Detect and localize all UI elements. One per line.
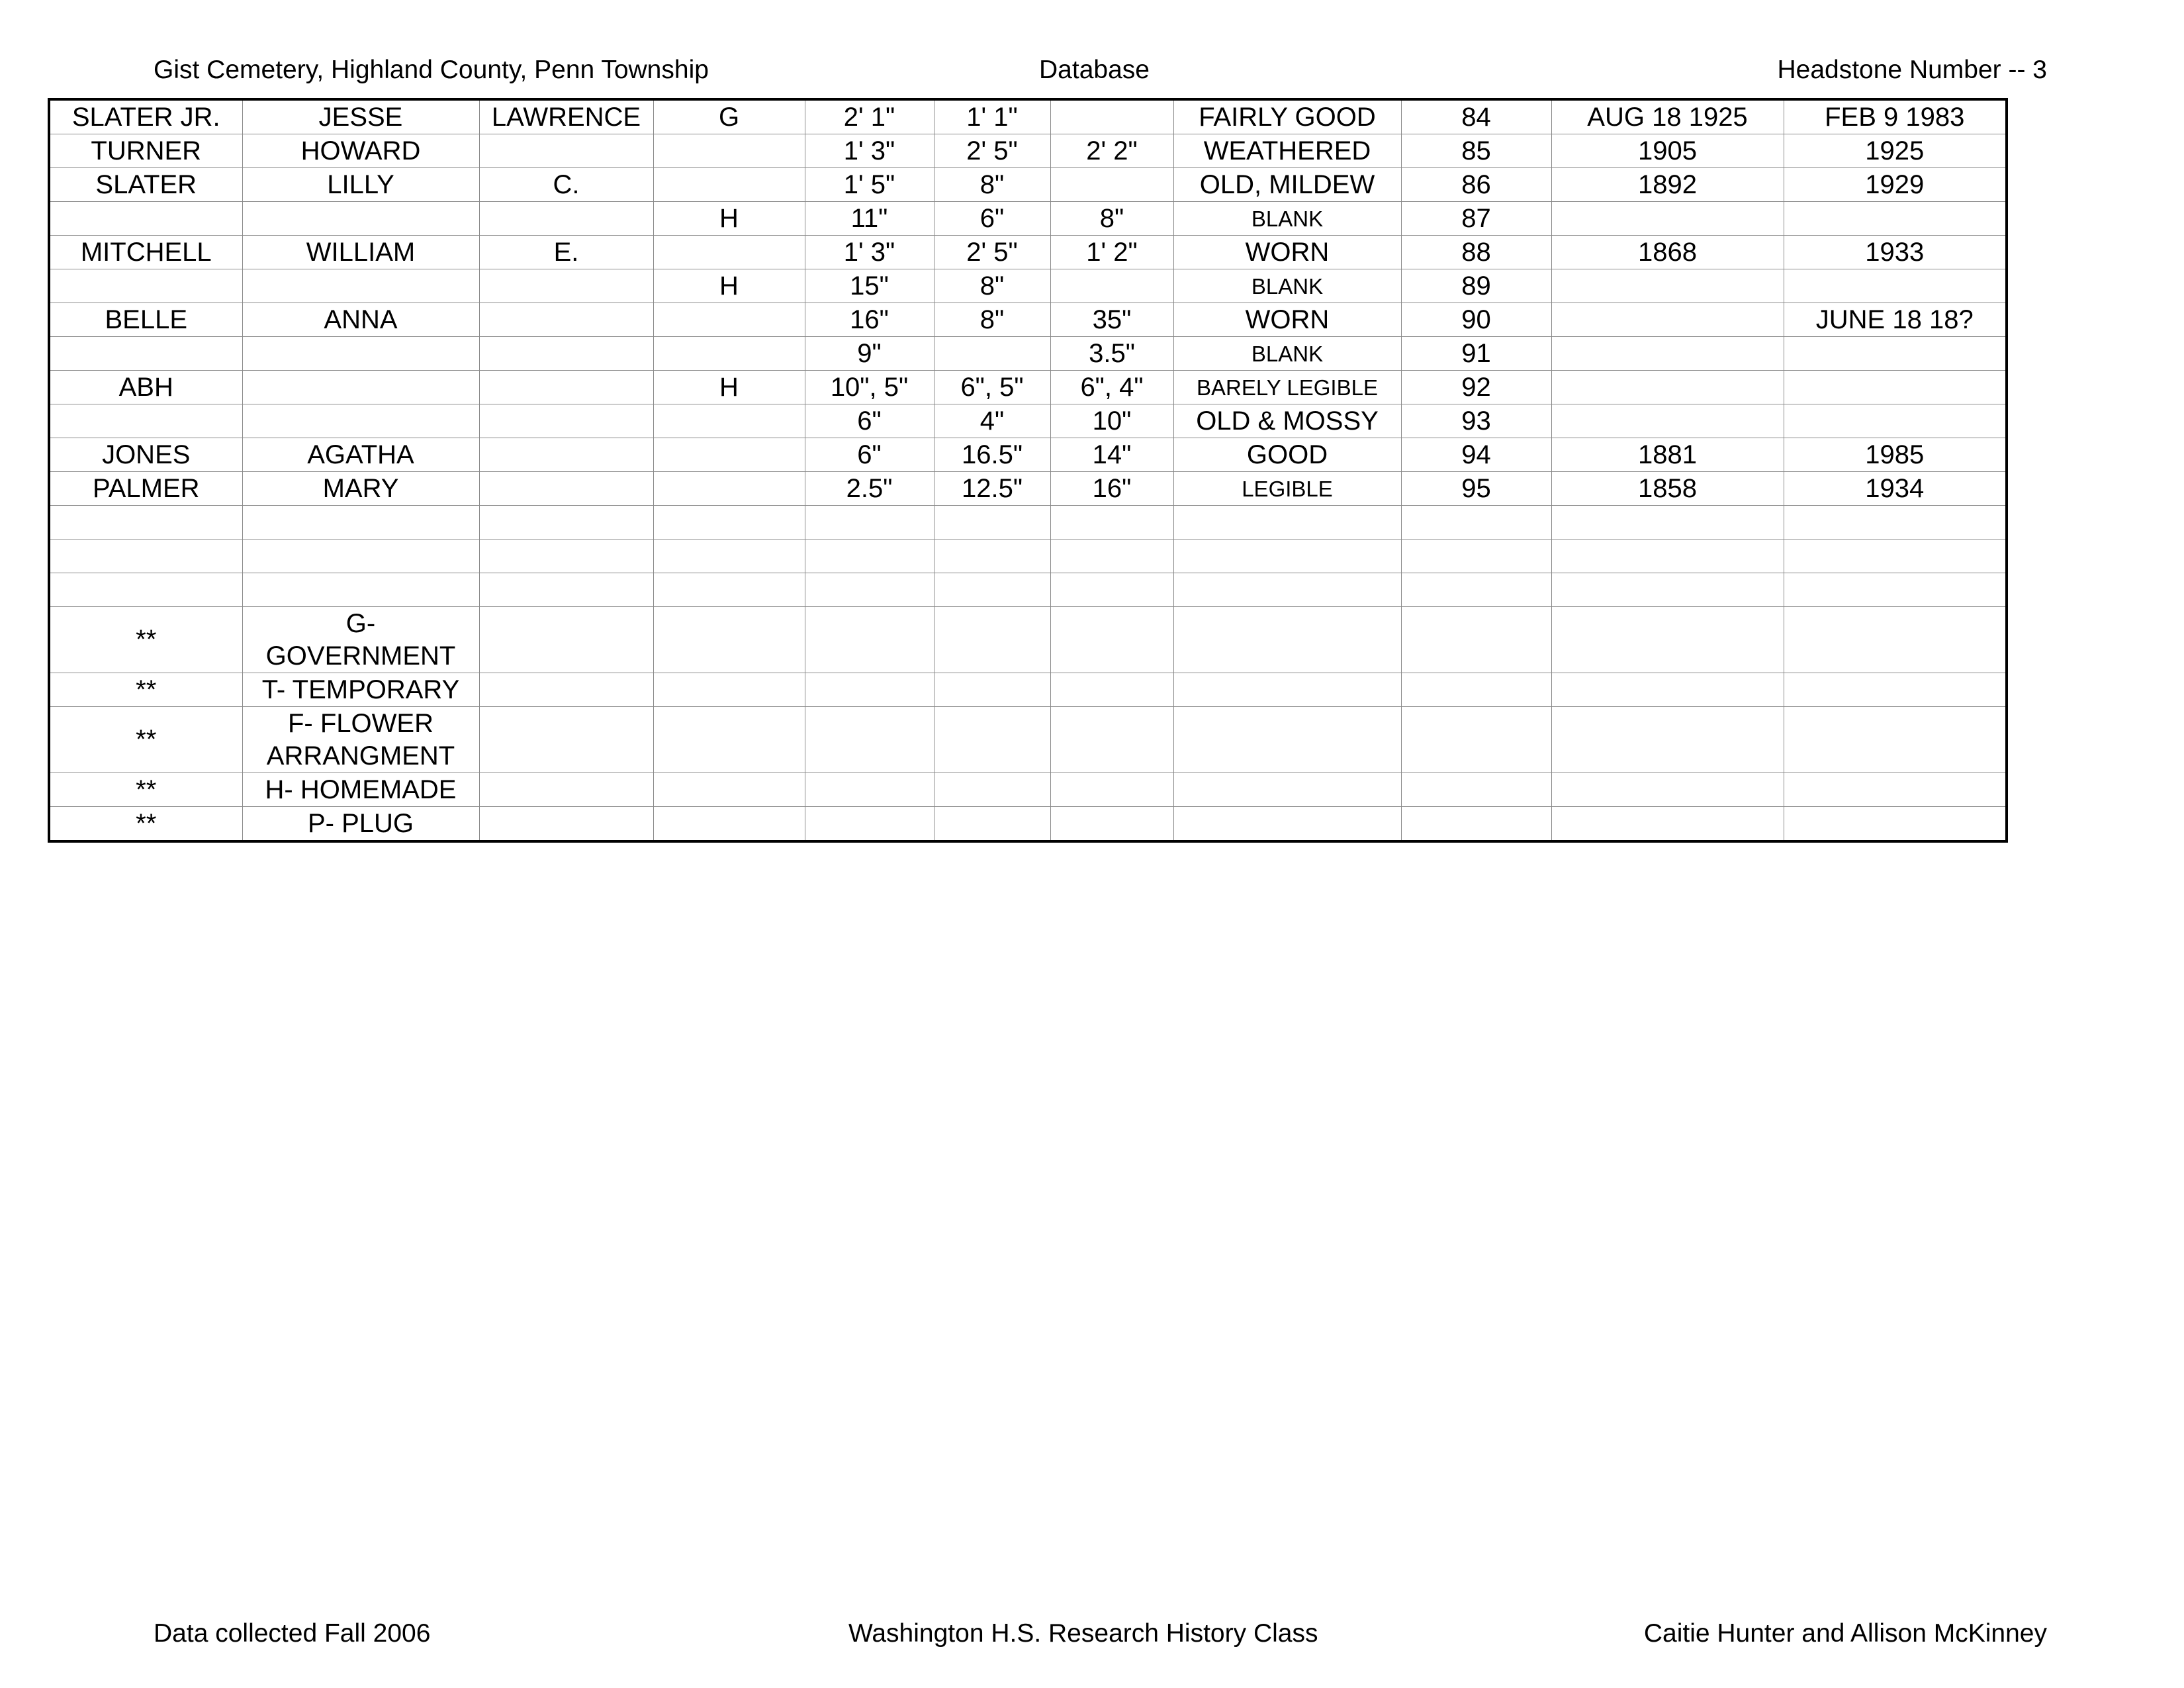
cell-first-name [242, 337, 479, 371]
cell-stone-type [653, 134, 805, 168]
cell-first-name: AGATHA [242, 438, 479, 472]
cell-depth: 2' 2" [1050, 134, 1173, 168]
footer-authors: Caitie Hunter and Allison McKinney [1643, 1619, 2047, 1648]
cell-death-date [1784, 673, 2007, 707]
cell-death-date [1784, 371, 2007, 404]
table-row [49, 607, 2007, 673]
cell-first-name: F- FLOWER ARRANGMENT [242, 707, 479, 773]
cell-stone-number: 91 [1401, 337, 1551, 371]
cell-condition: BLANK [1173, 337, 1401, 371]
cell-death-date [1784, 202, 2007, 236]
cell-stone-type: H [653, 371, 805, 404]
cell-stone-number: 94 [1401, 438, 1551, 472]
cell-first-name [242, 573, 479, 607]
cell-depth: 35" [1050, 303, 1173, 337]
cell-stone-type [653, 438, 805, 472]
cell-width [934, 506, 1050, 539]
cell-depth: 6", 4" [1050, 371, 1173, 404]
cell-first-name: T- TEMPORARY [242, 673, 479, 707]
cell-first-name: WILLIAM [242, 236, 479, 269]
cell-height: 15" [805, 269, 934, 303]
table-row [49, 506, 2007, 539]
cell-width [934, 573, 1050, 607]
cell-middle-name [479, 607, 653, 673]
cell-birth-date [1551, 673, 1784, 707]
cell-birth-date [1551, 573, 1784, 607]
cell-stone-type: H [653, 269, 805, 303]
cell-depth: 10" [1050, 404, 1173, 438]
cell-depth: 1' 2" [1050, 236, 1173, 269]
cell-width: 4" [934, 404, 1050, 438]
cell-last-name: MITCHELL [49, 236, 242, 269]
cell-last-name [49, 506, 242, 539]
cell-stone-type [653, 707, 805, 773]
cell-birth-date [1551, 707, 1784, 773]
cell-condition: WEATHERED [1173, 134, 1401, 168]
cell-birth-date [1551, 202, 1784, 236]
header-title: Database [1039, 56, 1150, 84]
cell-middle-name [479, 438, 653, 472]
cell-condition [1173, 506, 1401, 539]
cell-first-name: ANNA [242, 303, 479, 337]
cell-middle-name [479, 371, 653, 404]
cell-last-name [49, 573, 242, 607]
cell-height: 10", 5" [805, 371, 934, 404]
cell-first-name [242, 404, 479, 438]
cell-stone-type [653, 773, 805, 807]
cell-stone-number: 93 [1401, 404, 1551, 438]
cell-height: 1' 3" [805, 236, 934, 269]
cell-stone-number [1401, 607, 1551, 673]
cell-last-name: ** [49, 807, 242, 842]
cell-width [934, 807, 1050, 842]
cell-condition: OLD & MOSSY [1173, 404, 1401, 438]
header-location: Gist Cemetery, Highland County, Penn Township [154, 56, 709, 84]
cell-stone-number: 88 [1401, 236, 1551, 269]
cell-width: 2' 5" [934, 134, 1050, 168]
cell-depth [1050, 673, 1173, 707]
cell-stone-number: 92 [1401, 371, 1551, 404]
cell-height: 1' 5" [805, 168, 934, 202]
cell-stone-type [653, 607, 805, 673]
cell-stone-number: 89 [1401, 269, 1551, 303]
cell-birth-date [1551, 371, 1784, 404]
cell-height [805, 773, 934, 807]
cell-stone-number: 85 [1401, 134, 1551, 168]
headstone-table-body [49, 99, 2007, 841]
cell-last-name: JONES [49, 438, 242, 472]
cell-middle-name [479, 472, 653, 506]
cell-stone-type [653, 539, 805, 573]
cell-death-date: 1985 [1784, 438, 2007, 472]
cell-middle-name [479, 506, 653, 539]
cell-last-name: TURNER [49, 134, 242, 168]
cell-stone-type [653, 506, 805, 539]
cell-middle-name [479, 773, 653, 807]
table-row [49, 371, 2007, 404]
cell-last-name [49, 337, 242, 371]
cell-middle-name [479, 202, 653, 236]
footer-date-collected: Data collected Fall 2006 [154, 1619, 431, 1648]
table-row [49, 404, 2007, 438]
cell-stone-number: 86 [1401, 168, 1551, 202]
cell-last-name [49, 539, 242, 573]
cell-depth: 14" [1050, 438, 1173, 472]
table-row [49, 202, 2007, 236]
cell-birth-date: 1905 [1551, 134, 1784, 168]
cell-width: 1' 1" [934, 99, 1050, 134]
cell-first-name [242, 269, 479, 303]
cell-stone-type [653, 168, 805, 202]
cell-width [934, 539, 1050, 573]
cell-width: 8" [934, 269, 1050, 303]
cell-middle-name [479, 707, 653, 773]
cell-depth: 16" [1050, 472, 1173, 506]
cell-stone-type [653, 472, 805, 506]
cell-condition: WORN [1173, 236, 1401, 269]
cell-width [934, 707, 1050, 773]
cell-birth-date: 1892 [1551, 168, 1784, 202]
table-row [49, 337, 2007, 371]
cell-birth-date [1551, 506, 1784, 539]
cell-birth-date [1551, 337, 1784, 371]
cell-depth [1050, 773, 1173, 807]
headstone-table [48, 98, 2008, 843]
cell-depth [1050, 573, 1173, 607]
cell-depth [1050, 807, 1173, 842]
cell-first-name: HOWARD [242, 134, 479, 168]
cell-last-name: SLATER [49, 168, 242, 202]
cell-height [805, 506, 934, 539]
cell-stone-number [1401, 773, 1551, 807]
cell-height: 11" [805, 202, 934, 236]
cell-middle-name [479, 269, 653, 303]
cell-middle-name [479, 573, 653, 607]
table-row [49, 134, 2007, 168]
cell-height [805, 607, 934, 673]
table-row [49, 707, 2007, 773]
table-row [49, 673, 2007, 707]
cell-condition [1173, 573, 1401, 607]
cell-birth-date: 1868 [1551, 236, 1784, 269]
cell-death-date [1784, 404, 2007, 438]
cell-death-date [1784, 807, 2007, 842]
header-headstone-number: Headstone Number -- 3 [1777, 56, 2047, 84]
cell-depth [1050, 607, 1173, 673]
cell-first-name [242, 371, 479, 404]
cell-birth-date: 1881 [1551, 438, 1784, 472]
cell-depth [1050, 99, 1173, 134]
cell-stone-type [653, 236, 805, 269]
footer-class: Washington H.S. Research History Class [848, 1619, 1318, 1648]
cell-stone-number [1401, 539, 1551, 573]
cell-middle-name [479, 134, 653, 168]
cell-first-name [242, 539, 479, 573]
cell-last-name: ABH [49, 371, 242, 404]
cell-death-date [1784, 269, 2007, 303]
table-row [49, 773, 2007, 807]
cell-stone-number: 84 [1401, 99, 1551, 134]
table-row [49, 807, 2007, 842]
cell-stone-type: G [653, 99, 805, 134]
cell-death-date: 1929 [1784, 168, 2007, 202]
cell-last-name [49, 202, 242, 236]
cell-height [805, 673, 934, 707]
cell-height: 2' 1" [805, 99, 934, 134]
cell-last-name: ** [49, 673, 242, 707]
cell-width: 8" [934, 303, 1050, 337]
table-row [49, 573, 2007, 607]
cell-stone-number [1401, 573, 1551, 607]
cell-death-date [1784, 337, 2007, 371]
cell-condition [1173, 673, 1401, 707]
cell-middle-name [479, 539, 653, 573]
cell-stone-type [653, 404, 805, 438]
table-row [49, 438, 2007, 472]
cell-height: 9" [805, 337, 934, 371]
cell-height: 6" [805, 438, 934, 472]
cell-death-date: 1933 [1784, 236, 2007, 269]
cell-death-date [1784, 506, 2007, 539]
cell-birth-date [1551, 404, 1784, 438]
cell-height: 6" [805, 404, 934, 438]
cell-first-name: G- GOVERNMENT [242, 607, 479, 673]
cell-birth-date [1551, 539, 1784, 573]
cell-condition: OLD, MILDEW [1173, 168, 1401, 202]
cell-last-name [49, 404, 242, 438]
cell-height [805, 539, 934, 573]
cell-condition: BLANK [1173, 269, 1401, 303]
cell-condition: BARELY LEGIBLE [1173, 371, 1401, 404]
cell-first-name: MARY [242, 472, 479, 506]
cell-death-date [1784, 539, 2007, 573]
table-row [49, 303, 2007, 337]
cell-condition [1173, 607, 1401, 673]
table-row [49, 168, 2007, 202]
table-row [49, 539, 2007, 573]
cell-depth [1050, 269, 1173, 303]
cell-stone-number: 90 [1401, 303, 1551, 337]
cell-width: 16.5" [934, 438, 1050, 472]
cell-depth [1050, 707, 1173, 773]
cell-last-name: SLATER JR. [49, 99, 242, 134]
cell-condition: BLANK [1173, 202, 1401, 236]
cell-death-date [1784, 773, 2007, 807]
cell-first-name: LILLY [242, 168, 479, 202]
cell-stone-type [653, 337, 805, 371]
cell-depth [1050, 539, 1173, 573]
cell-last-name: ** [49, 707, 242, 773]
cell-width: 8" [934, 168, 1050, 202]
cell-birth-date [1551, 607, 1784, 673]
cell-stone-number: 95 [1401, 472, 1551, 506]
cell-width: 12.5" [934, 472, 1050, 506]
cell-birth-date [1551, 773, 1784, 807]
cell-width: 6" [934, 202, 1050, 236]
cell-first-name [242, 506, 479, 539]
cell-stone-number [1401, 807, 1551, 842]
cell-birth-date [1551, 303, 1784, 337]
cell-stone-number: 87 [1401, 202, 1551, 236]
cell-depth: 3.5" [1050, 337, 1173, 371]
cell-condition: LEGIBLE [1173, 472, 1401, 506]
cell-death-date [1784, 573, 2007, 607]
cell-stone-type [653, 807, 805, 842]
cell-depth [1050, 168, 1173, 202]
cell-middle-name: E. [479, 236, 653, 269]
table-row [49, 99, 2007, 134]
cell-width [934, 607, 1050, 673]
cell-stone-number [1401, 707, 1551, 773]
cell-birth-date: 1858 [1551, 472, 1784, 506]
table-row [49, 269, 2007, 303]
table-row [49, 472, 2007, 506]
cell-condition: WORN [1173, 303, 1401, 337]
cell-stone-number [1401, 673, 1551, 707]
cell-middle-name [479, 303, 653, 337]
cell-middle-name: LAWRENCE [479, 99, 653, 134]
cell-condition [1173, 807, 1401, 842]
cell-middle-name [479, 337, 653, 371]
cell-last-name: PALMER [49, 472, 242, 506]
cell-stone-type [653, 673, 805, 707]
cell-stone-type [653, 303, 805, 337]
cell-depth [1050, 506, 1173, 539]
cell-stone-type [653, 573, 805, 607]
cell-death-date: JUNE 18 18? [1784, 303, 2007, 337]
cell-middle-name [479, 807, 653, 842]
cell-condition: GOOD [1173, 438, 1401, 472]
cell-middle-name: C. [479, 168, 653, 202]
cell-height: 16" [805, 303, 934, 337]
cell-condition: FAIRLY GOOD [1173, 99, 1401, 134]
table-row [49, 236, 2007, 269]
cell-first-name: H- HOMEMADE [242, 773, 479, 807]
cell-death-date [1784, 607, 2007, 673]
cell-width: 6", 5" [934, 371, 1050, 404]
cell-depth: 8" [1050, 202, 1173, 236]
cell-birth-date: AUG 18 1925 [1551, 99, 1784, 134]
cell-height: 2.5" [805, 472, 934, 506]
cell-birth-date [1551, 807, 1784, 842]
cell-stone-number [1401, 506, 1551, 539]
cell-first-name: JESSE [242, 99, 479, 134]
cell-width [934, 337, 1050, 371]
cell-death-date: 1934 [1784, 472, 2007, 506]
cell-height [805, 807, 934, 842]
cell-death-date [1784, 707, 2007, 773]
cell-middle-name [479, 404, 653, 438]
cell-death-date: FEB 9 1983 [1784, 99, 2007, 134]
cell-height [805, 707, 934, 773]
cell-width [934, 773, 1050, 807]
cell-last-name: BELLE [49, 303, 242, 337]
cell-middle-name [479, 673, 653, 707]
cell-death-date: 1925 [1784, 134, 2007, 168]
cell-height [805, 573, 934, 607]
cell-width: 2' 5" [934, 236, 1050, 269]
cell-stone-type: H [653, 202, 805, 236]
cell-height: 1' 3" [805, 134, 934, 168]
cell-last-name [49, 269, 242, 303]
cell-condition [1173, 707, 1401, 773]
cell-last-name: ** [49, 773, 242, 807]
cell-condition [1173, 539, 1401, 573]
cell-width [934, 673, 1050, 707]
cell-condition [1173, 773, 1401, 807]
cell-first-name [242, 202, 479, 236]
cell-birth-date [1551, 269, 1784, 303]
cell-first-name: P- PLUG [242, 807, 479, 842]
cell-last-name: ** [49, 607, 242, 673]
